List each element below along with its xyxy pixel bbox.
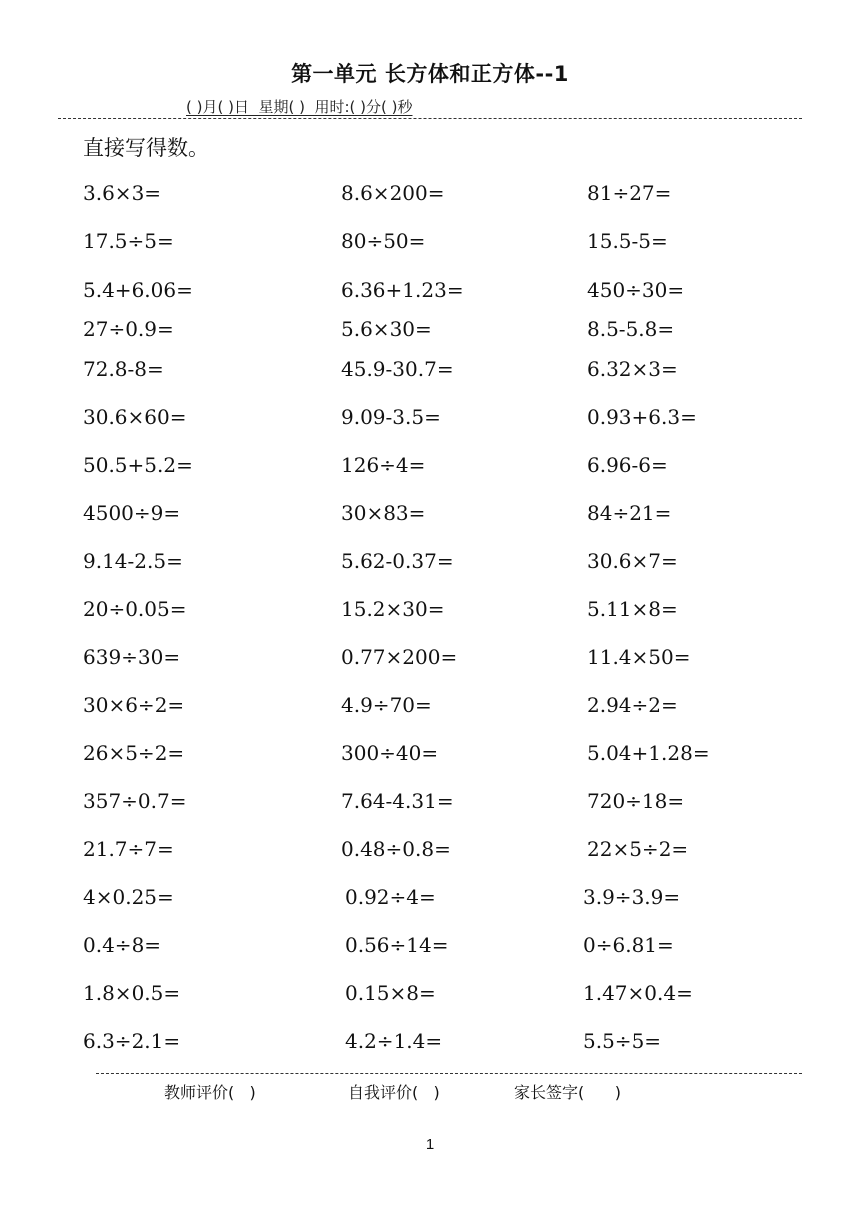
problem-row (0, 933, 860, 963)
problem-row (0, 981, 860, 1011)
problem-item: 6.32×3= (587, 357, 678, 381)
problem-item: 126÷4= (341, 453, 426, 477)
problem-item: 5.62-0.37= (341, 549, 454, 573)
problem-item: 1.8×0.5= (83, 981, 181, 1005)
self-evaluation: 自我评价( ) (348, 1083, 440, 1102)
problem-item: 4500÷9= (83, 501, 181, 525)
problem-item: 5.4+6.06= (83, 278, 193, 302)
problem-item: 17.5÷5= (83, 229, 174, 253)
problem-item: 80÷50= (341, 229, 426, 253)
problem-row (0, 645, 860, 675)
problem-item: 0.92÷4= (345, 885, 436, 909)
problem-item: 7.64-4.31= (341, 789, 454, 813)
problem-row (0, 693, 860, 723)
problem-row (0, 229, 860, 259)
page-number: 1 (425, 1136, 435, 1153)
problem-row (0, 501, 860, 531)
page-title: 第一单元 长方体和正方体--1 (291, 62, 569, 86)
problem-item: 4.9÷70= (341, 693, 432, 717)
problem-row (0, 597, 860, 627)
instruction: 直接写得数。 (83, 136, 209, 160)
problem-item: 50.5+5.2= (83, 453, 193, 477)
problem-item: 5.04+1.28= (587, 741, 710, 765)
problem-item: 15.5-5= (587, 229, 668, 253)
problem-item: 6.96-6= (587, 453, 668, 477)
header-info-line (58, 94, 802, 119)
problem-item: 20÷0.05= (83, 597, 187, 621)
problem-item: 9.14-2.5= (83, 549, 183, 573)
problem-row (0, 317, 860, 347)
problem-item: 0.15×8= (345, 981, 436, 1005)
problem-item: 0.56÷14= (345, 933, 449, 957)
problem-item: 72.8-8= (83, 357, 164, 381)
problem-item: 6.36+1.23= (341, 278, 464, 302)
problem-row (0, 405, 860, 435)
problem-item: 5.5÷5= (583, 1029, 662, 1053)
problem-item: 8.5-5.8= (587, 317, 675, 341)
problem-item: 27÷0.9= (83, 317, 174, 341)
problem-row (0, 789, 860, 819)
problem-item: 0÷6.81= (583, 933, 674, 957)
problem-row (0, 885, 860, 915)
problem-item: 4.2÷1.4= (345, 1029, 443, 1053)
problem-item: 5.6×30= (341, 317, 432, 341)
problem-item: 639÷30= (83, 645, 181, 669)
problem-item: 8.6×200= (341, 181, 445, 205)
problem-item: 357÷0.7= (83, 789, 187, 813)
problem-item: 30.6×60= (83, 405, 187, 429)
parent-signature: 家长签字( ) (514, 1083, 622, 1102)
problem-item: 84÷21= (587, 501, 672, 525)
problem-item: 9.09-3.5= (341, 405, 441, 429)
problem-item: 30×83= (341, 501, 426, 525)
problem-item: 300÷40= (341, 741, 439, 765)
problem-item: 3.9÷3.9= (583, 885, 681, 909)
problem-item: 22×5÷2= (587, 837, 689, 861)
problem-item: 5.11×8= (587, 597, 678, 621)
problem-item: 450÷30= (587, 278, 685, 302)
problem-row (0, 278, 860, 308)
footer-divider (96, 1073, 802, 1074)
problem-row (0, 837, 860, 867)
problem-item: 30.6×7= (587, 549, 678, 573)
problem-item: 0.93+6.3= (587, 405, 697, 429)
problem-item: 3.6×3= (83, 181, 162, 205)
teacher-evaluation: 教师评价( ) (164, 1083, 256, 1102)
problem-row (0, 453, 860, 483)
problem-row (0, 357, 860, 387)
problem-row (0, 741, 860, 771)
problem-item: 30×6÷2= (83, 693, 185, 717)
problem-item: 6.3÷2.1= (83, 1029, 181, 1053)
date-time-fields: ( )月( )日 星期( ) 用时:( )分( )秒 (186, 98, 413, 116)
problem-item: 81÷27= (587, 181, 672, 205)
problem-item: 21.7÷7= (83, 837, 174, 861)
problem-item: 720÷18= (587, 789, 685, 813)
problem-item: 26×5÷2= (83, 741, 185, 765)
problem-item: 11.4×50= (587, 645, 691, 669)
problem-item: 15.2×30= (341, 597, 445, 621)
problem-item: 1.47×0.4= (583, 981, 693, 1005)
problem-item: 0.4÷8= (83, 933, 162, 957)
problem-item: 2.94÷2= (587, 693, 678, 717)
problem-row (0, 1029, 860, 1059)
problem-item: 45.9-30.7= (341, 357, 454, 381)
problem-item: 4×0.25= (83, 885, 174, 909)
problem-item: 0.77×200= (341, 645, 458, 669)
problem-row (0, 549, 860, 579)
problem-item: 0.48÷0.8= (341, 837, 451, 861)
problem-row (0, 181, 860, 211)
